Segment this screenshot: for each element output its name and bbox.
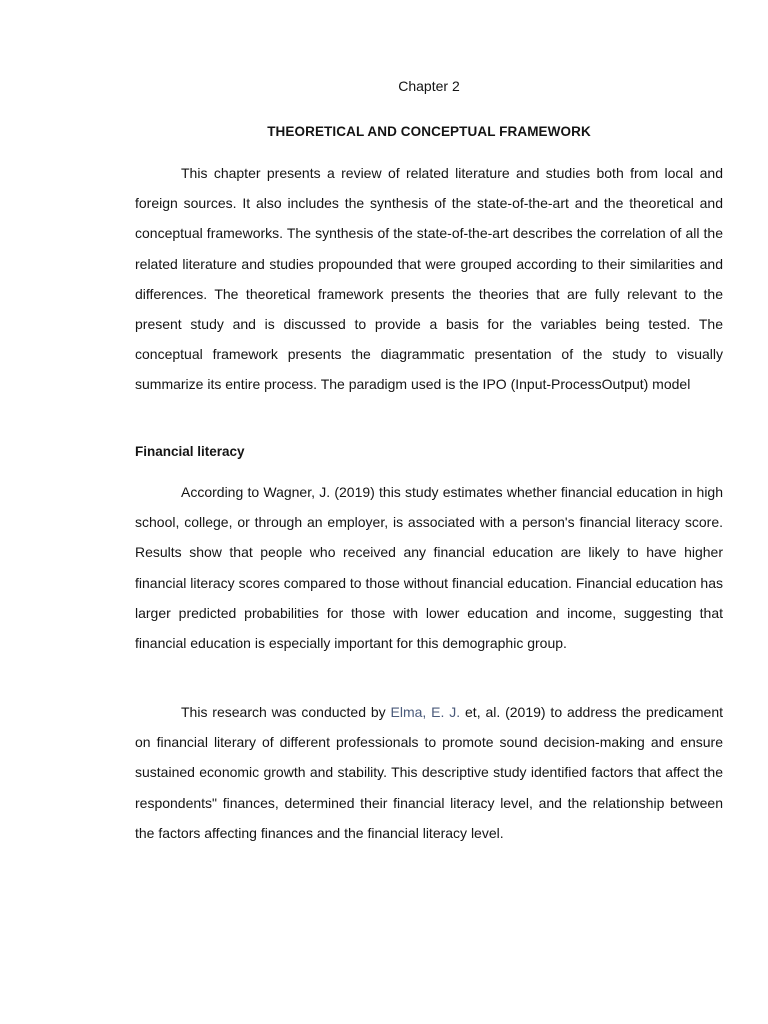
paragraph-elma-lead: This research was conducted by (181, 704, 391, 720)
paragraph-elma-body: et, al. (2019) to address the predicament on financial literary of different professionals to promote sound decision-making and ensure sustained economic growth and stability. This descriptive study identified factors that affect the respondents" finances, determined their financial literacy level, and the relationship between the factors affecting finances and the financial literacy level. (135, 704, 723, 841)
chapter-label: Chapter 2 (398, 78, 460, 94)
intro-paragraph: This chapter presents a review of related literature and studies both from local and foreign sources. It also includes the synthesis of the state-of-the-art and the theoretical and conceptual frameworks. The synthesis of the state-of-the-art describes the correlation of all the related literature and studies propounded that were grouped according to their similarities and differences. The theoretical framework presents the theories that are fully relevant to the present study and is discussed to provide a basis for the variables being tested. The conceptual framework presents the diagrammatic presentation of the study to visually summarize its entire process. The paradigm used is the IPO (Input-ProcessOutput) model (135, 165, 723, 393)
chapter-title: THEORETICAL AND CONCEPTUAL FRAMEWORK (267, 124, 591, 139)
citation-elma: Elma, E. J. (390, 704, 461, 720)
paragraph-elma (135, 697, 723, 848)
section-heading-financial-literacy: Financial literacy (135, 444, 245, 459)
paragraph-wagner: According to Wagner, J. (2019) this study estimates whether financial education in high school, college, or through an employer, is associated with a person's financial literacy score. Results show that people who received any financial education are likely to have higher financial literacy scores compared to those without financial education. Financial education has larger predicted probabilities for those with lower education and income, suggesting that financial education is especially important for this demographic group. (135, 484, 723, 652)
